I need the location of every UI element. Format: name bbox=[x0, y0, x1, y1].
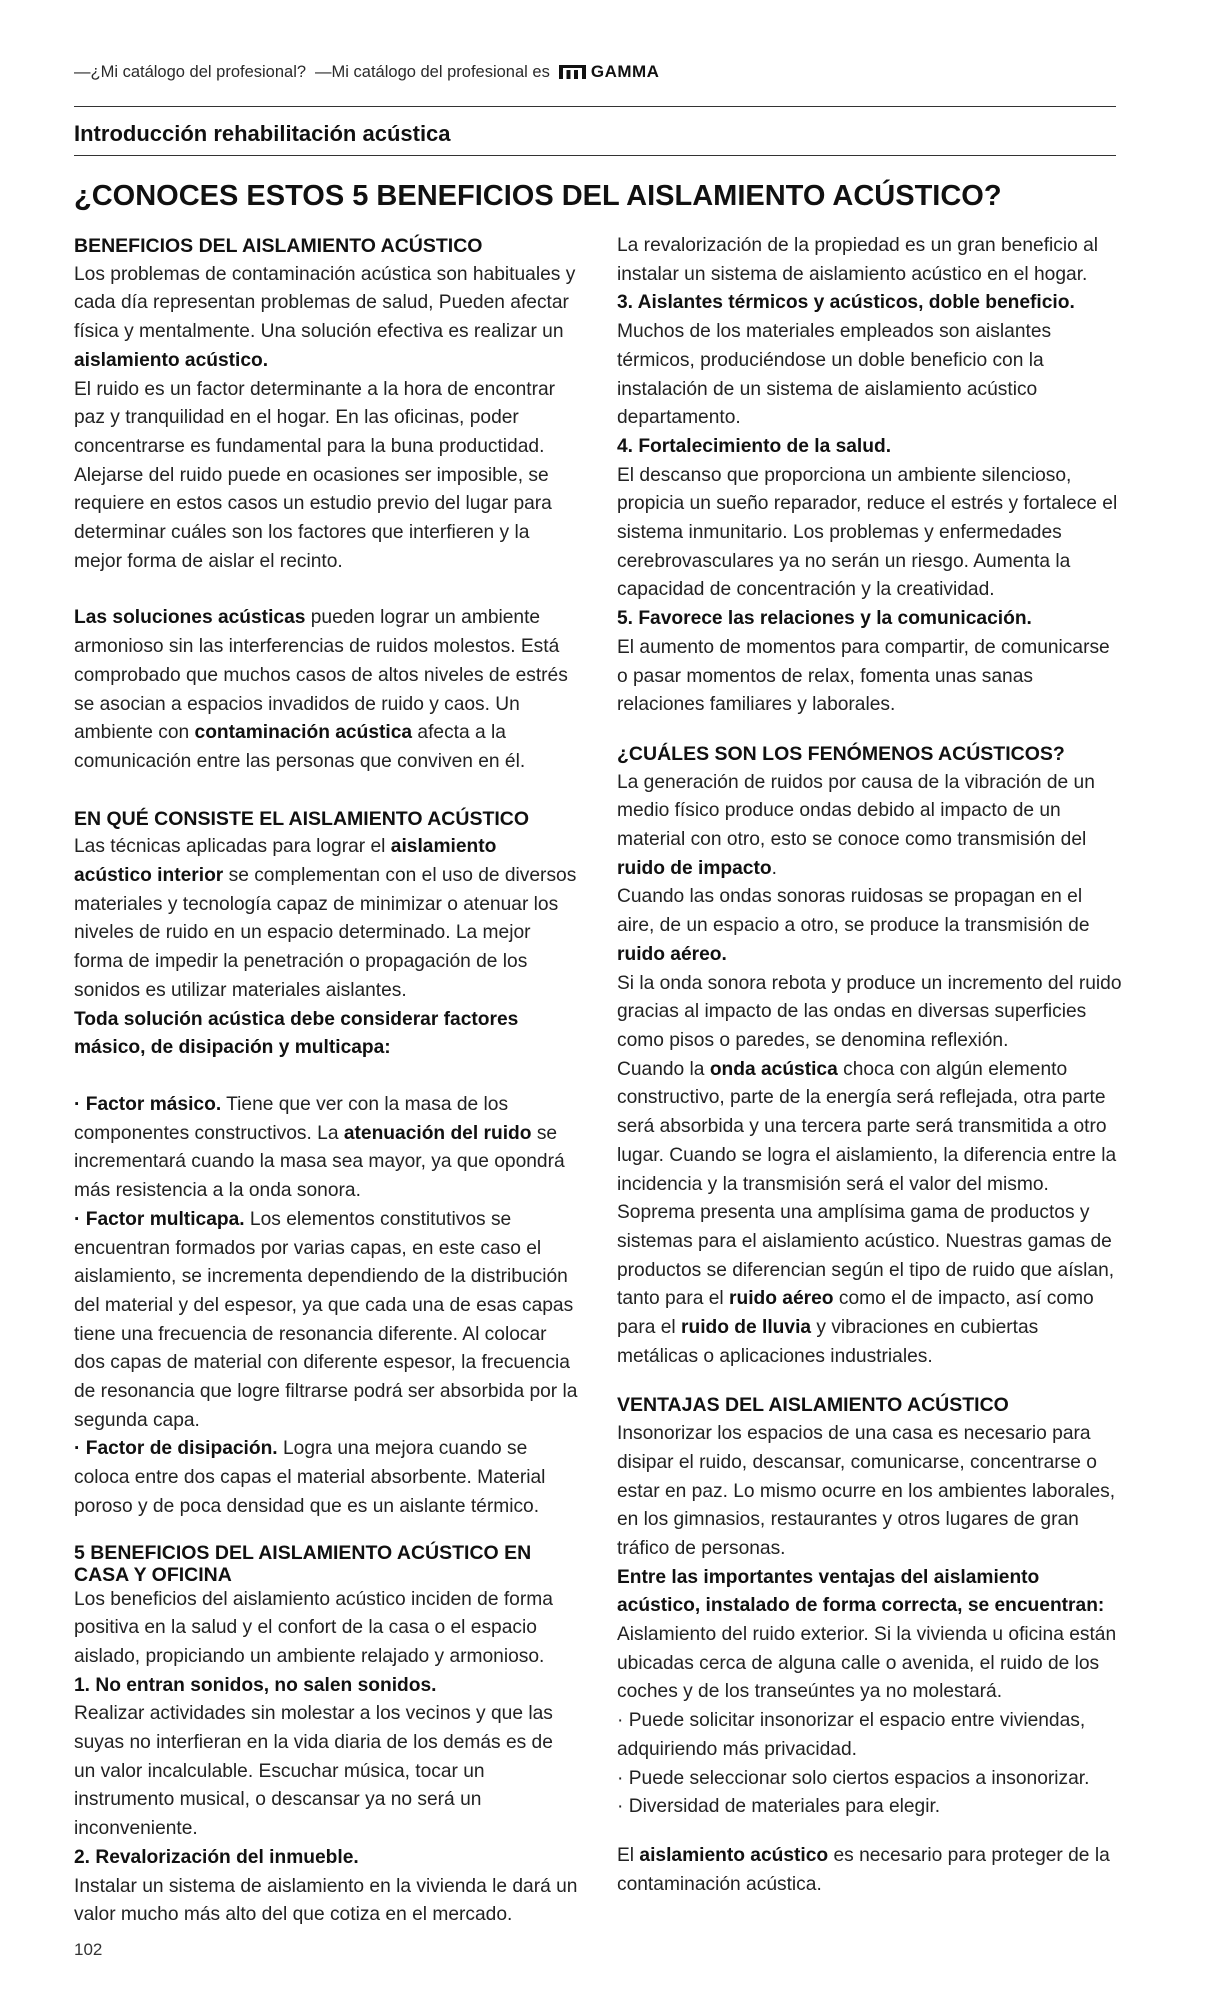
paragraph: Instalar un sistema de aislamiento en la vivienda le dará un valor mucho más alto del que cotiza en el mercado. bbox=[74, 1875, 578, 1926]
paragraph: Las técnicas aplicadas para lograr el aislamiento acústico interior se complementan con el uso de diversos materiales y tecnología capaz de minimizar o atenuar los niveles de ruido en un espacio determinado. La mejor forma de impedir la penetración o propagación de los sonidos es utilizar materiales aislantes. bbox=[74, 836, 577, 1001]
heading-en-que-consiste: EN QUÉ CONSISTE EL AISLAMIENTO ACÚSTICO bbox=[74, 807, 530, 830]
paragraph: Entre las importantes ventajas del aislamiento acústico, instalado de forma correcta, se encuentran: bbox=[617, 1566, 1105, 1617]
paragraph: Realizar actividades sin molestar a los vecinos y que las suyas no interfieran en la vida diaria de los demás es de un valor incalculable. Escuchar música, tocar un instrumento musical, o descansar ya no será un inconveniente. bbox=[74, 1703, 553, 1840]
list-item: · Puede seleccionar solo ciertos espacios a insonorizar. bbox=[617, 1767, 1090, 1789]
heading-ventajas: VENTAJAS DEL AISLAMIENTO ACÚSTICO bbox=[617, 1394, 1009, 1417]
heading-fenomenos: ¿CUÁLES SON LOS FENÓMENOS ACÚSTICOS? bbox=[617, 742, 1065, 765]
page-header bbox=[74, 62, 659, 82]
left-column bbox=[74, 232, 579, 1930]
breadcrumb-answer: —Mi catálogo del profesional es bbox=[315, 62, 550, 81]
paragraph: Aislamiento del ruido exterior. Si la vivienda u oficina están ubicadas cerca de alguna calle o avenida, el ruido de los coches y de los transeúntes ya no molestará. bbox=[617, 1624, 1117, 1703]
list-item-factor-multicapa: · Factor multicapa. Los elementos constitutivos se encuentran formados por varias capas, en este caso el aislamiento, se incrementa dependiendo de la distribución del material y del espesor, ya que cada una de esas capas tiene una frecuencia de resonancia diferente. Al colocar dos capas de material con diferente espesor, la frecuencia de resonancia que logre filtrarse podrá ser absorbida por la segunda capa. bbox=[74, 1208, 578, 1431]
page-number: 102 bbox=[74, 1940, 103, 1959]
paragraph: El ruido es un factor determinante a la hora de encontrar paz y tranquilidad en el hogar. En las oficinas, poder concentrarse es fundamental para la buna productidad. Alejarse del ruido puede en ocasiones ser imposible, se requiere en estos casos un estudio previo del lugar para determinar cuáles son los factores que interfieren y la mejor forma de aislar el recinto. bbox=[74, 378, 556, 572]
paragraph: La revalorización de la propiedad es un gran beneficio al instalar un sistema de aislamiento acústico en el hogar. bbox=[617, 235, 1099, 285]
paragraph: El aislamiento acústico es necesario para proteger de la contaminación acústica. bbox=[617, 1844, 1110, 1895]
right-column bbox=[617, 232, 1122, 1899]
paragraph: El descanso que proporciona un ambiente silencioso, propicia un sueño reparador, reduce el estrés y fortalece el sistema inmunitario. Los problemas y enfermedades cerebrovasculares ya no serán un riesgo. Aumenta la capacidad de concentración y la creatividad. bbox=[617, 464, 1118, 601]
paragraph: Las soluciones acústicas pueden lograr un ambiente armonioso sin las interferencias de ruidos molestos. Está comprobado que muchos casos de altos niveles de estrés se asocian a espacios invadidos de ruido y caos. Un ambiente con contaminación acústica afecta a la comunicación entre las personas que conviven en él. bbox=[74, 607, 568, 772]
paragraph: Insonorizar los espacios de una casa es necesario para disipar el ruido, descansar, comunicarse, concentrarse o estar en paz. Lo mismo ocurre en los ambientes laborales, en los gimnasios, restaurantes y otros lugares de gran tráfico de personas. bbox=[617, 1423, 1116, 1559]
list-item: · Diversidad de materiales para elegir. bbox=[617, 1796, 941, 1818]
paragraph: Soprema presenta una amplísima gama de productos y sistemas para el aislamiento acústico. Nuestras gamas de productos se diferencian según el tipo de ruido que aíslan, tanto para el ruido aéreo como el de impacto, así como para el ruido de lluvia y vibraciones en cubiertas metálicas o aplicaciones industriales. bbox=[617, 1202, 1115, 1367]
paragraph: Cuando las ondas sonoras ruidosas se propagan en el aire, de un espacio a otro, se produce la transmisión de ruido aéreo. bbox=[617, 886, 1090, 965]
brand-name: GAMMA bbox=[590, 62, 660, 81]
paragraph: El aumento de momentos para compartir, de comunicarse o pasar momentos de relax, fomenta unas sanas relaciones familiares y laborales. bbox=[617, 636, 1110, 716]
breadcrumb-question: —¿Mi catálogo del profesional? bbox=[74, 62, 307, 81]
header-divider bbox=[74, 106, 1116, 107]
list-item-factor-disipacion: · Factor de disipación. Logra una mejora cuando se coloca entre dos capas el material absorbente. Material poroso y de poca densidad que es un aislante térmico. bbox=[74, 1438, 546, 1517]
page-title: ¿CONOCES ESTOS 5 BENEFICIOS DEL AISLAMIENTO ACÚSTICO? bbox=[74, 180, 1002, 212]
heading-beneficios: BENEFICIOS DEL AISLAMIENTO ACÚSTICO bbox=[74, 235, 483, 257]
paragraph: Si la onda sonora rebota y produce un incremento del ruido gracias al impacto de las ondas en diversas superficies como pisos o paredes, se denomina reflexión. bbox=[617, 972, 1122, 1051]
paragraph: Los beneficios del aislamiento acústico inciden de forma positiva en la salud y el confort de la casa o el espacio aislado, propiciando un ambiente relajado y armonioso. bbox=[74, 1588, 553, 1667]
brand-logo-icon bbox=[559, 65, 586, 79]
list-item: · Puede solicitar insonorizar el espacio entre viviendas, adquiriendo más privacidad. bbox=[617, 1710, 1086, 1760]
benefit-heading-1: 1. No entran sonidos, no salen sonidos. bbox=[74, 1674, 437, 1696]
heading-5-beneficios: 5 BENEFICIOS DEL AISLAMIENTO ACÚSTICO EN CASA Y OFICINA bbox=[74, 1541, 532, 1586]
paragraph: Los problemas de contaminación acústica son habituales y cada día representan problemas de salud, Pueden afectar física y mentalmente. Una solución efectiva es realizar un aislamiento acústico. bbox=[74, 263, 576, 371]
benefit-heading-5: 5. Favorece las relaciones y la comunicación. bbox=[617, 608, 1032, 630]
benefit-heading-3: 3. Aislantes térmicos y acústicos, doble beneficio. bbox=[617, 292, 1075, 314]
benefit-heading-2: 2. Revalorización del inmueble. bbox=[74, 1846, 359, 1868]
benefit-heading-4: 4. Fortalecimiento de la salud. bbox=[617, 435, 892, 457]
section-title: Introducción rehabilitación acústica bbox=[74, 121, 451, 146]
section-divider bbox=[74, 155, 1116, 156]
paragraph: Cuando la onda acústica choca con algún elemento constructivo, parte de la energía será reflejada, otra parte será absorbida y una tercera parte será transmitida a otro lugar. Cuando se logra el aislamiento, la diferencia entre la incidencia y la transmisión será el valor del mismo. bbox=[617, 1058, 1117, 1195]
list-item-factor-masico: · Factor másico. Tiene que ver con la masa de los componentes constructivos. La atenuación del ruido se incrementará cuando la masa sea mayor, ya que opondrá más resistencia a la onda sonora. bbox=[74, 1093, 565, 1202]
paragraph: Toda solución acústica debe considerar factores másico, de disipación y multicapa: bbox=[74, 1008, 519, 1059]
paragraph: La generación de ruidos por causa de la vibración de un medio físico produce ondas debido al impacto de un material con otro, esto se conoce como transmisión del ruido de impacto. bbox=[617, 771, 1095, 879]
paragraph: Muchos de los materiales empleados son aislantes térmicos, produciéndose un doble beneficio con la instalación de un sistema de aislamiento acústico departamento. bbox=[617, 321, 1052, 429]
